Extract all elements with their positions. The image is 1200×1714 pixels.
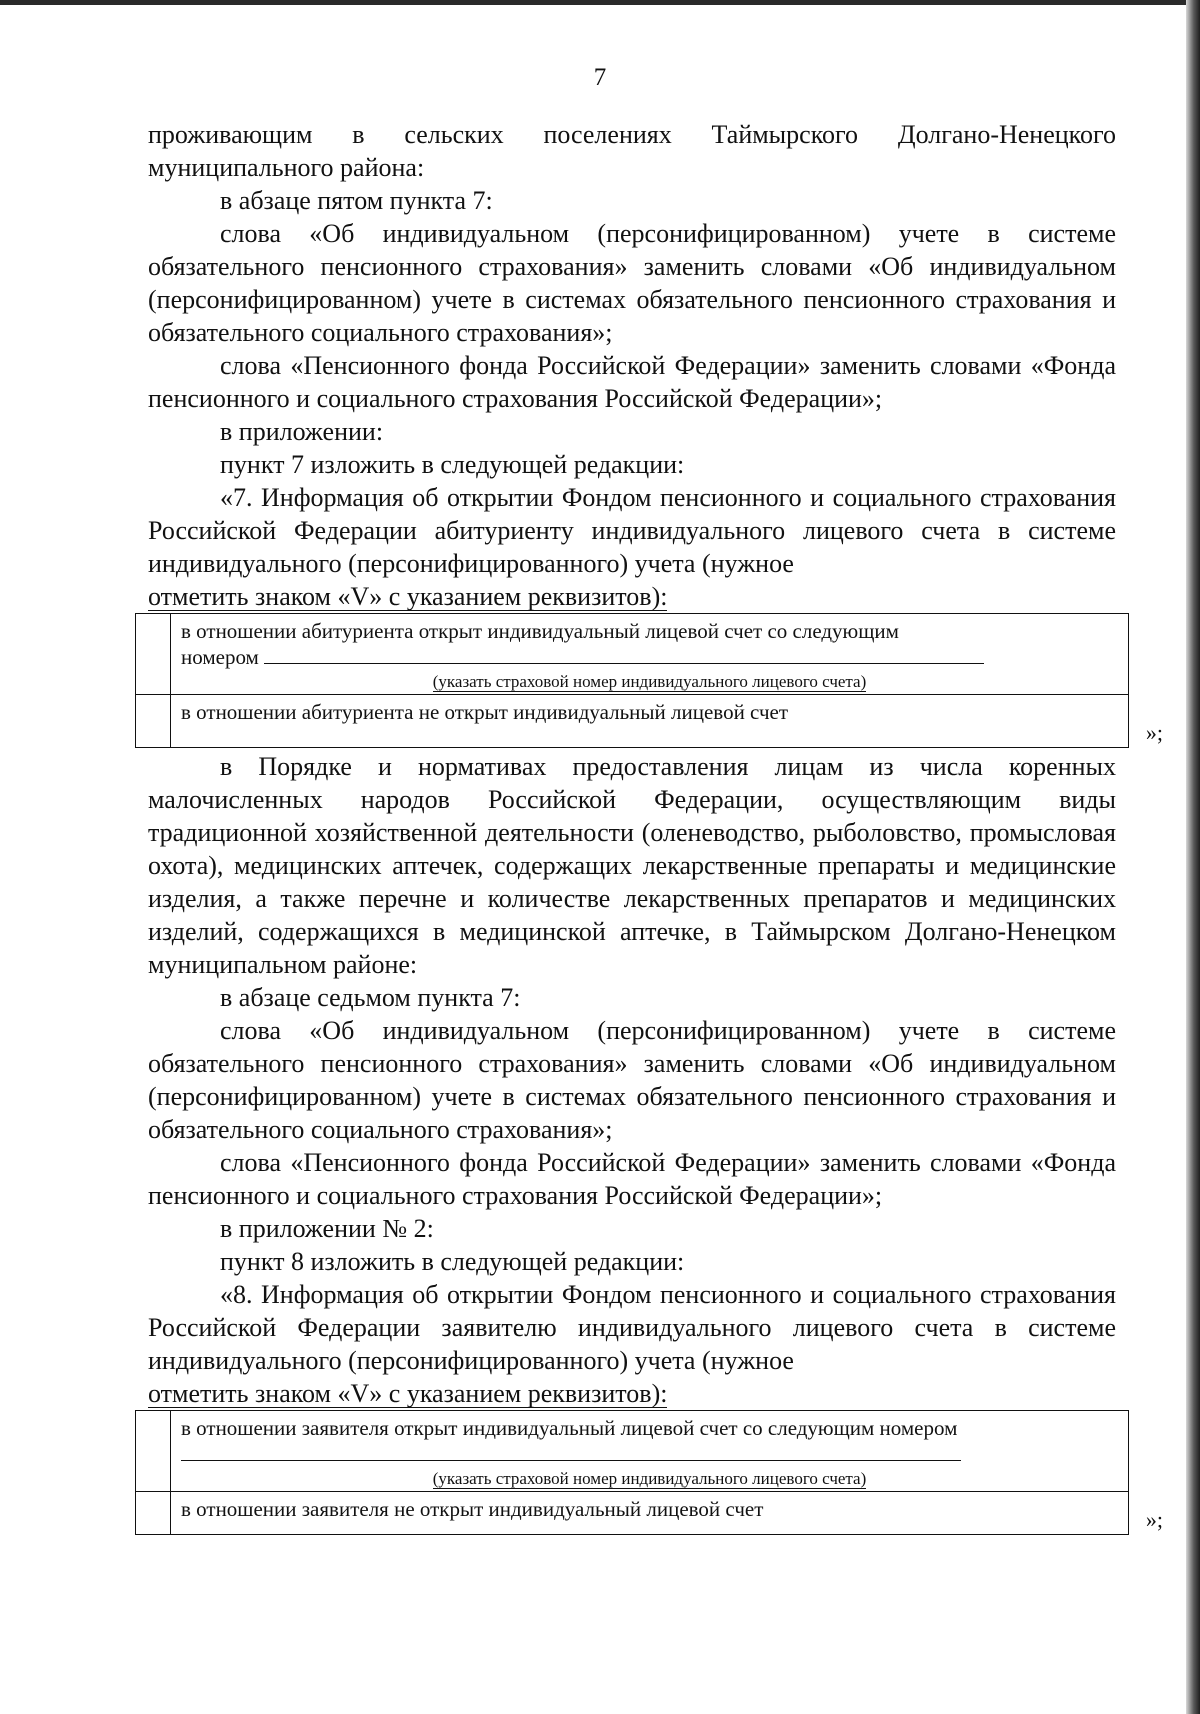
paragraph-order: в Порядке и нормативах предоставления лицам из числа коренных малочисленных народов Российской Федерации, осуществляющим виды традиционной хозяйственной деятельности (оленеводство, рыболовство, промысловая охота), медицинских аптечек, содержащих лекарственные препараты и медицинские изделия, а также перечне и количестве лекарственных препаратов и медицинских изделий, содержащихся в медицинской аптечке, в Таймырском Долгано-Ненецком муниципальном районе: [148,752,1116,979]
paragraph-clause-7: в абзаце пятом пункта 7: [220,186,493,215]
checkbox-cell [136,695,171,748]
blank-line [264,659,984,664]
checkbox-cell [136,1411,171,1492]
row-text: в отношении абитуриента открыт индивидуальный лицевой счет со следующим [181,619,899,643]
table-cell [171,614,1129,695]
paragraph-replace-words-4: слова «Пенсионного фонда Российской Федерации» заменить словами «Фонда пенсионного и социального страхования Российской Федерации»; [148,1148,1116,1210]
requisites-table-2 [135,1410,1163,1535]
table-row [136,695,1129,748]
requisites-table-1 [135,613,1163,748]
table-row [136,614,1129,695]
table-cell [171,1492,1129,1535]
underlined-text: отметить знаком «V» с указанием реквизитов): [148,1379,668,1408]
table-cell [171,695,1129,748]
row-text: в отношении абитуриента не открыт индивидуальный лицевой счет [181,700,789,724]
document-body [148,118,1163,1535]
right-scan-edge [1186,0,1200,1714]
table-row [136,1492,1129,1535]
page-number: 7 [593,64,607,91]
paragraph-appendix-2: в приложении № 2: [220,1214,434,1243]
row-label: номером [181,645,259,669]
hint-text: (указать страховой номер индивидуального лицевого счета) [432,1469,867,1488]
underlined-text: отметить знаком «V» с указанием реквизитов): [148,582,668,611]
table-row [136,1411,1129,1492]
paragraph-info-8-tail [148,1377,1116,1410]
checkbox-cell [136,614,171,695]
paragraph-info-8: «8. Информация об открытии Фондом пенсионного и социального страхования Российской Федерации заявителю индивидуального лицевого счета в системе индивидуального (персонифицированного) учета (нужное [148,1280,1116,1375]
paragraph-replace-words-1: слова «Об индивидуальном (персонифицированном) учете в системе обязательного пенсионного страхования» заменить словами «Об индивидуальном (персонифицированном) учете в системах обязательного пенсионного страхования и обязательного социального страхования»; [148,219,1116,347]
paragraph-appendix: в приложении: [220,417,384,446]
table-cell [171,1411,1129,1492]
paragraph-clause-8-edit: пункт 8 изложить в следующей редакции: [220,1247,685,1276]
paragraph-clause-7-seventh: в абзаце седьмом пункта 7: [220,983,521,1012]
checkbox-cell [136,1492,171,1535]
paragraph-info-7: «7. Информация об открытии Фондом пенсионного и социального страхования Российской Федерации абитуриенту индивидуального лицевого счета в системе индивидуального (персонифицированного) учета (нужное [148,483,1116,578]
paragraph-info-7-tail [148,580,1116,613]
row-text: в отношении заявителя не открыт индивидуальный лицевой счет [181,1497,764,1521]
blank-line [181,1442,961,1461]
row-number-line [181,1441,1118,1467]
top-scan-border [0,0,1200,5]
paragraph-intro: проживающим в сельских поселениях Таймырского Долгано-Ненецкого муниципального района: [148,120,1116,182]
paragraph-clause-7-edit: пункт 7 изложить в следующей редакции: [220,450,685,479]
paragraph-replace-words-3: слова «Об индивидуальном (персонифицированном) учете в системе обязательного пенсионного страхования» заменить словами «Об индивидуальном (персонифицированном) учете в системах обязательного пенсионного страхования и обязательного социального страхования»; [148,1016,1116,1144]
paragraph-replace-words-2: слова «Пенсионного фонда Российской Федерации» заменить словами «Фонда пенсионного и социального страхования Российской Федерации»; [148,351,1116,413]
row-text: в отношении заявителя открыт индивидуальный лицевой счет со следующим номером [181,1416,958,1440]
row-number-line [181,644,1118,670]
closing-quote: »; [1145,1507,1163,1532]
closing-quote: »; [1145,720,1163,745]
hint-text: (указать страховой номер индивидуального лицевого счета) [432,672,867,691]
